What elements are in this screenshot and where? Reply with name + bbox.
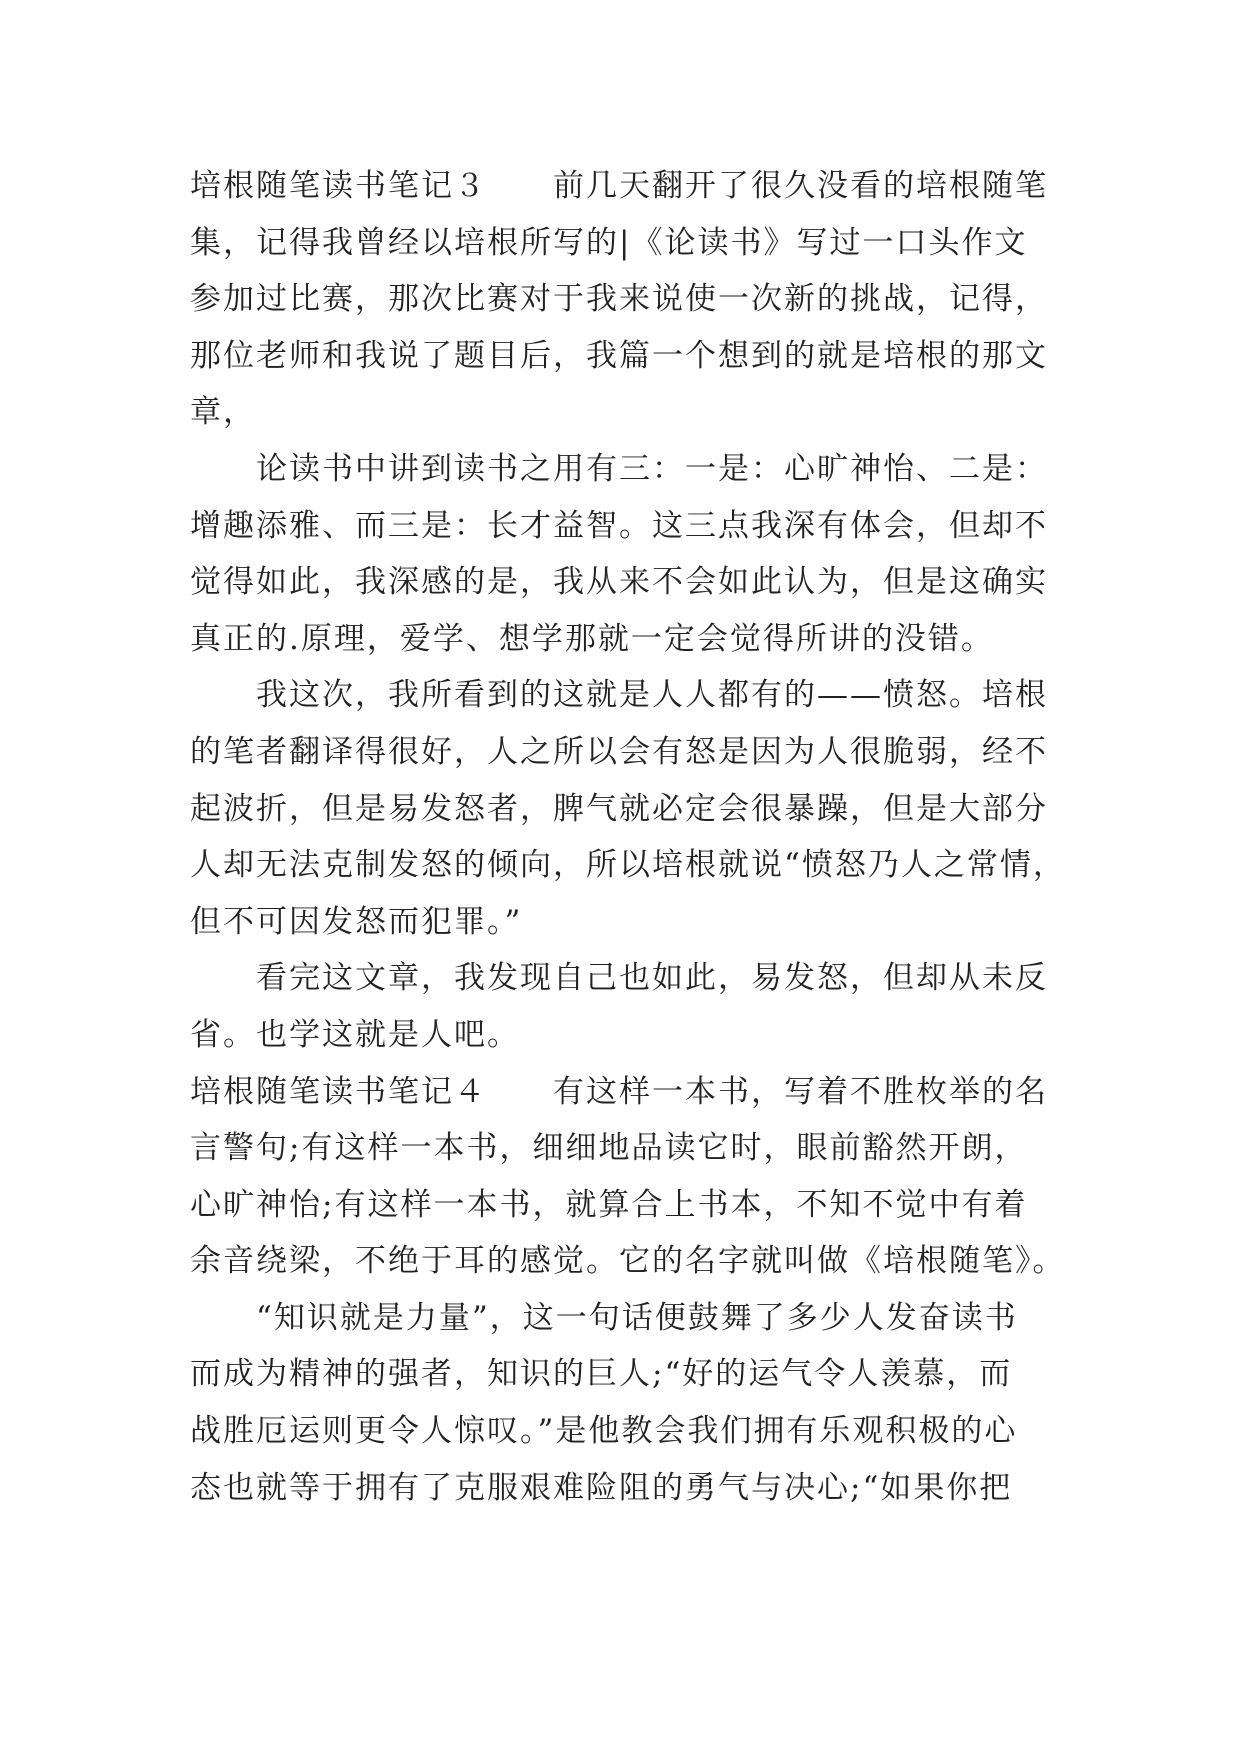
text-line: 那位老师和我说了题目后，我篇一个想到的就是培根的那文 <box>190 337 1048 374</box>
text-line: 觉得如此，我深感的是，我从来不会如此认为，但是这确实 <box>190 564 1048 601</box>
text-line: 真正的.原理，爱学、想学那就一定会觉得所讲的没错。 <box>190 620 994 657</box>
text-line: 态也就等于拥有了克服艰难险阻的勇气与决心;“如果你把 <box>190 1469 1013 1506</box>
document-body <box>190 158 1070 1516</box>
text-line: 看完这文章，我发现自己也如此，易发怒，但却从未反 <box>256 960 1048 997</box>
text-line: 省。也学这就是人吧。 <box>190 1016 520 1053</box>
text-line: 论读书中讲到读书之用有三：一是：心旷神怡、二是： <box>256 450 1048 487</box>
text-line: 参加过比赛，那次比赛对于我来说使一次新的挑战，记得， <box>190 281 1048 318</box>
text-line: 心旷神怡;有这样一本书，就算合上书本，不知不觉中有着 <box>190 1186 1028 1223</box>
text-line: 的笔者翻译得很好，人之所以会有怒是因为人很脆弱，经不 <box>190 733 1048 770</box>
text-line: 集，记得我曾经以培根所写的|《论读书》写过一口头作文 <box>190 224 1028 261</box>
text-line: 章， <box>190 394 256 431</box>
text-line: 培根随笔读书笔记４ 有这样一本书，写着不胜枚举的名 <box>190 1073 1048 1110</box>
text-line: “知识就是力量”，这一句话便鼓舞了多少人发奋读书 <box>256 1299 1018 1336</box>
text-line: 起波折，但是易发怒者，脾气就必定会很暴躁，但是大部分 <box>190 790 1048 827</box>
text-line: 战胜厄运则更令人惊叹。”是他教会我们拥有乐观积极的心 <box>190 1413 1018 1450</box>
text-line: 但不可因发怒而犯罪。” <box>190 903 523 940</box>
text-line: 人却无法克制发怒的倾向，所以培根就说“愤怒乃人之常情， <box>190 847 1066 884</box>
text-line: 余音绕梁，不绝于耳的感觉。它的名字就叫做《培根随笔》。 <box>190 1243 1066 1280</box>
text-line: 增趣添雅、而三是：长才益智。这三点我深有体会，但却不 <box>190 507 1048 544</box>
text-line: 而成为精神的强者，知识的巨人;“好的运气令人羡慕，而 <box>190 1356 1013 1393</box>
text-line: 培根随笔读书笔记３ 前几天翻开了很久没看的培根随笔 <box>190 168 1048 204</box>
text-line: 言警句;有这样一本书，细细地品读它时，眼前豁然开朗， <box>190 1130 1028 1167</box>
text-line: 我这次，我所看到的这就是人人都有的——愤怒。培根 <box>256 677 1048 714</box>
